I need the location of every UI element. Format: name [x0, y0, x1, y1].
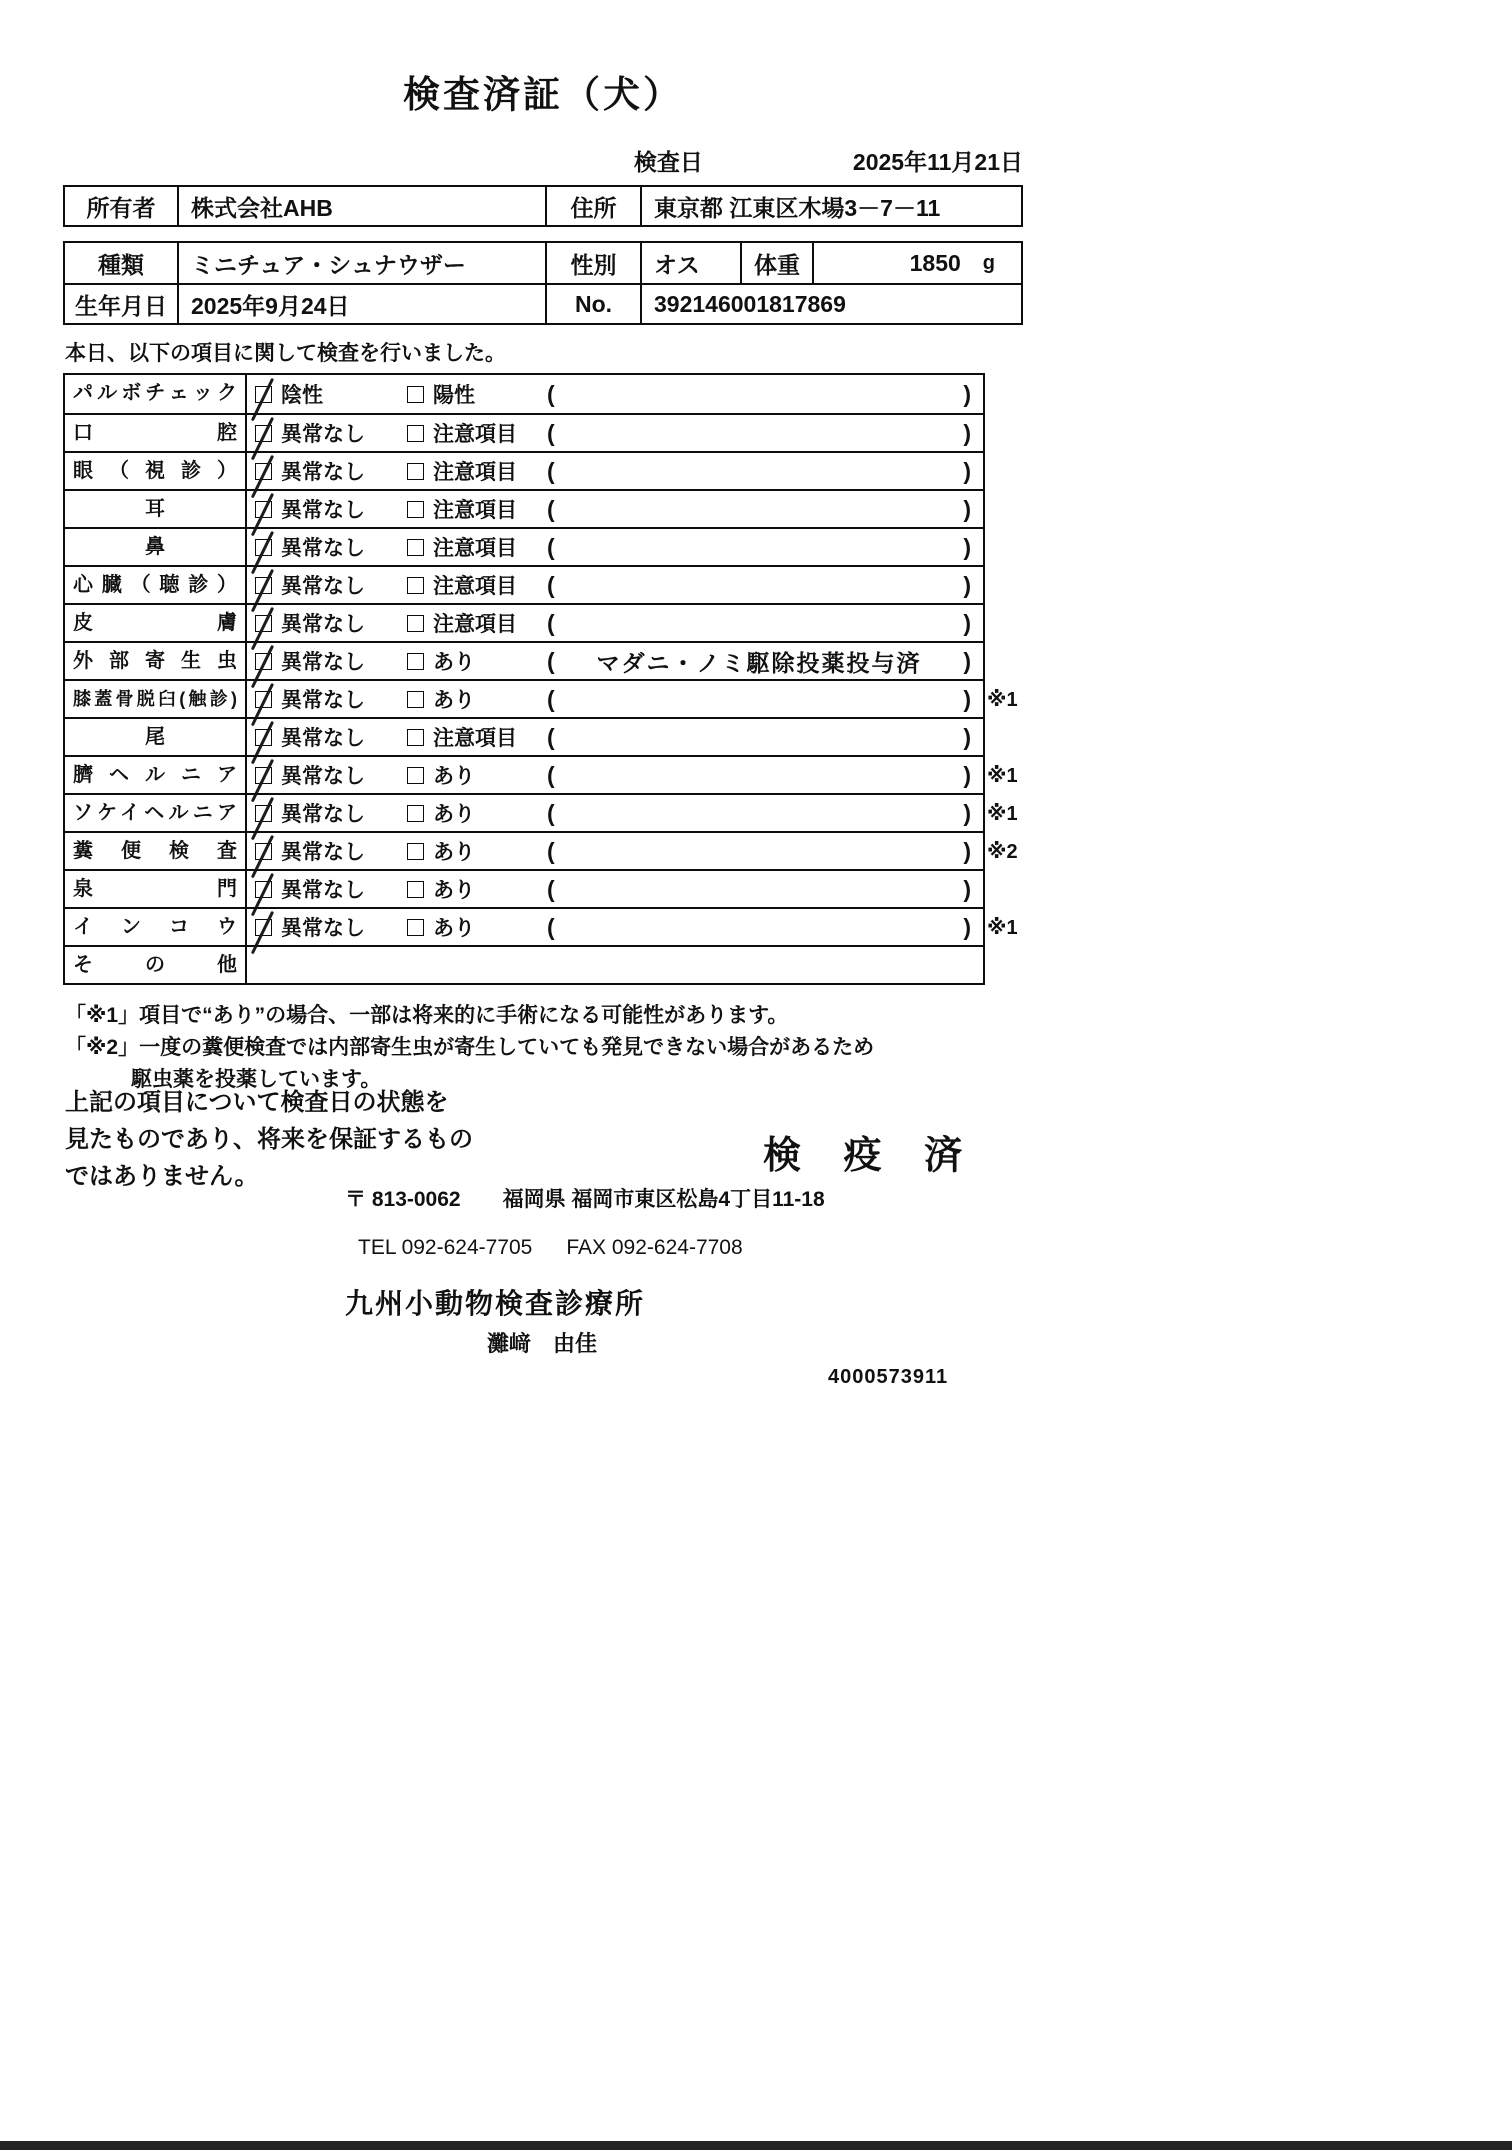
empty-checkbox-icon [407, 729, 424, 746]
paren-close: ) [963, 380, 971, 407]
checked-checkbox-icon [255, 691, 272, 708]
owner-label: 所有者 [86, 194, 156, 221]
inspection-row-patella [65, 679, 1018, 717]
paren-open: ( [547, 723, 555, 750]
paren-close: ) [963, 419, 971, 446]
option-caution [407, 418, 547, 448]
intro-sentence: 本日、以下の項目に関して検査を行いました。 [65, 342, 506, 365]
clinic-postal-code: 〒 813-0062 [345, 1188, 461, 1211]
paren-close: ) [963, 761, 971, 788]
row-footnote-ref: ※1 [987, 803, 1018, 825]
option-label: 異常なし [281, 499, 365, 522]
paren-close: ) [963, 609, 971, 636]
checked-checkbox-icon [255, 843, 272, 860]
remarks-area [547, 762, 983, 789]
option-label: 注意項目 [433, 537, 517, 560]
row-empty-cell [247, 947, 983, 983]
option-label: あり [433, 917, 475, 940]
option-no-abnormality [255, 570, 407, 600]
inspection-row-external-parasites [65, 641, 983, 679]
sex-value: オス [640, 243, 740, 283]
empty-checkbox-icon [407, 463, 424, 480]
row-options [247, 375, 983, 413]
option-no-abnormality [255, 912, 407, 942]
footnote-2-continued: 駆虫薬を投薬しています。 [131, 1068, 382, 1091]
empty-checkbox-icon [407, 767, 424, 784]
empty-checkbox-icon [407, 615, 424, 632]
option-label: 異常なし [281, 727, 365, 750]
option-label: 陽性 [433, 384, 475, 407]
row-options [247, 795, 983, 831]
remarks-area [547, 381, 983, 408]
inspection-row-fontanelle [65, 869, 983, 907]
paren-open: ( [547, 533, 555, 560]
option-caution [407, 722, 547, 752]
inspection-row-ears [65, 489, 983, 527]
paren-close: ) [963, 837, 971, 864]
checked-checkbox-icon [255, 425, 272, 442]
inspection-row-heart [65, 565, 983, 603]
remarks-area [547, 800, 983, 827]
empty-checkbox-icon [407, 919, 424, 936]
option-no-abnormality [255, 456, 407, 486]
remarks-area [547, 610, 983, 637]
birth-row [65, 283, 1021, 323]
option-label: あり [433, 803, 475, 826]
paren-open: ( [547, 380, 555, 407]
clinic-fax: FAX 092-624-7708 [566, 1236, 743, 1259]
option-label: あり [433, 689, 475, 712]
paren-open: ( [547, 495, 555, 522]
paren-open: ( [547, 837, 555, 864]
option-label: 異常なし [281, 841, 365, 864]
option-no-abnormality [255, 494, 407, 524]
empty-checkbox-icon [407, 843, 424, 860]
remarks-area [547, 838, 983, 865]
option-label: 異常なし [281, 613, 365, 636]
checked-checkbox-icon [255, 653, 272, 670]
paren-close: ) [963, 799, 971, 826]
option-no-abnormality [255, 874, 407, 904]
paren-close: ) [963, 647, 971, 674]
owner-value: 株式会社AHB [177, 187, 545, 225]
row-footnote-ref: ※2 [987, 841, 1018, 863]
document-title: 検査済証（犬） [403, 74, 683, 115]
checked-checkbox-icon [255, 386, 272, 403]
row-options [247, 491, 983, 527]
row-options [247, 453, 983, 489]
checked-checkbox-icon [255, 729, 272, 746]
address-label: 住所 [545, 187, 640, 225]
remarks-area [547, 876, 983, 903]
disclaimer-line-3: ではありません。 [65, 1163, 259, 1190]
option-label: 注意項目 [433, 613, 517, 636]
row-options [247, 909, 983, 945]
remarks-area [547, 645, 983, 678]
weight-cell [812, 243, 1021, 283]
option-label: 注意項目 [433, 461, 517, 484]
checked-checkbox-icon [255, 501, 272, 518]
paren-open: ( [547, 799, 555, 826]
row-footnote-ref: ※1 [987, 689, 1018, 711]
option-present [407, 646, 547, 676]
inspection-row-nose [65, 527, 983, 565]
option-label: あり [433, 879, 475, 902]
paren-open: ( [547, 913, 555, 940]
inspection-date-row [63, 144, 1023, 177]
remarks-area [547, 420, 983, 447]
owner-table [63, 185, 1023, 227]
row-footnote-ref: ※1 [987, 917, 1018, 939]
paren-close: ) [963, 495, 971, 522]
empty-checkbox-icon [407, 425, 424, 442]
checked-checkbox-icon [255, 805, 272, 822]
pet-info-table [63, 241, 1023, 325]
option-caution [407, 532, 547, 562]
document-page [63, 0, 1023, 2150]
option-present [407, 760, 547, 790]
item-label: 膝蓋骨脱臼(触診) [65, 681, 247, 717]
paren-close: ) [963, 685, 971, 712]
empty-checkbox-icon [407, 386, 424, 403]
inspection-row-tail [65, 717, 983, 755]
option-label: 異常なし [281, 537, 365, 560]
item-label: その他 [65, 947, 247, 983]
option-label: 注意項目 [433, 423, 517, 446]
option-positive [407, 379, 547, 409]
birthdate-value: 2025年9月24日 [177, 285, 545, 323]
option-label: 異常なし [281, 423, 365, 446]
option-label: あり [433, 651, 475, 674]
inspection-date-value: 2025年11月21日 [852, 149, 1023, 175]
paren-open: ( [547, 685, 555, 712]
empty-checkbox-icon [407, 653, 424, 670]
paren-open: ( [547, 419, 555, 446]
inspection-row-other [65, 945, 983, 983]
option-present [407, 912, 547, 942]
paren-open: ( [547, 457, 555, 484]
row-options [247, 833, 983, 869]
disclaimer-line-2: 見たものであり、将来を保証するもの [65, 1126, 473, 1153]
checked-checkbox-icon [255, 577, 272, 594]
row-options [247, 567, 983, 603]
option-label: 異常なし [281, 879, 365, 902]
item-label: 鼻 [65, 529, 247, 565]
item-label: 外部寄生虫 [65, 643, 247, 679]
row-options [247, 681, 983, 717]
remarks-area [547, 914, 983, 941]
empty-checkbox-icon [407, 881, 424, 898]
checked-checkbox-icon [255, 615, 272, 632]
option-label: 異常なし [281, 575, 365, 598]
document-code: 4000573911 [828, 1366, 949, 1388]
item-label: 糞便検査 [65, 833, 247, 869]
row-options [247, 643, 983, 679]
breed-value: ミニチュア・シュナウザー [177, 243, 545, 283]
weight-value: 1850 [909, 249, 961, 276]
empty-checkbox-icon [407, 539, 424, 556]
row-options [247, 605, 983, 641]
number-label: No. [545, 285, 640, 323]
inspection-row-umbilical-hernia [65, 755, 1018, 793]
option-present [407, 874, 547, 904]
option-caution [407, 494, 547, 524]
empty-checkbox-icon [407, 501, 424, 518]
paren-open: ( [547, 761, 555, 788]
row-footnote-ref: ※1 [987, 765, 1018, 787]
checked-checkbox-icon [255, 919, 272, 936]
scan-edge-artifact [0, 2141, 1512, 2150]
item-label: 皮膚 [65, 605, 247, 641]
quarantine-passed-stamp: 検 疫 済 [763, 1135, 979, 1177]
sex-label: 性別 [545, 243, 640, 283]
veterinarian-name: 灘﨑 由佳 [487, 1331, 598, 1356]
item-label: 尾 [65, 719, 247, 755]
paren-open: ( [547, 875, 555, 902]
clinic-address: 福岡県 福岡市東区松島4丁目11-18 [502, 1188, 825, 1211]
footnotes-block [65, 1000, 874, 1096]
number-value: 392146001817869 [640, 285, 1021, 323]
remarks-area [547, 534, 983, 561]
option-caution [407, 456, 547, 486]
checked-checkbox-icon [255, 767, 272, 784]
inspection-row-inguinal-hernia [65, 793, 1018, 831]
row-options [247, 871, 983, 907]
option-label: 注意項目 [433, 499, 517, 522]
address-value: 東京都 江東区木場3－7－11 [640, 187, 1021, 225]
checked-checkbox-icon [255, 881, 272, 898]
checked-checkbox-icon [255, 463, 272, 480]
option-caution [407, 608, 547, 638]
row-options [247, 757, 983, 793]
option-no-abnormality [255, 532, 407, 562]
remarks-area [547, 572, 983, 599]
paren-close: ) [963, 913, 971, 940]
paren-close: ) [963, 723, 971, 750]
breed-row [65, 243, 1021, 283]
option-no-abnormality [255, 418, 407, 448]
item-label: ソケイヘルニア [65, 795, 247, 831]
paren-open: ( [547, 647, 555, 674]
inspection-row-parvo [65, 375, 983, 413]
option-no-abnormality [255, 836, 407, 866]
item-label: 心臓（聴診） [65, 567, 247, 603]
item-label: 眼（視診） [65, 453, 247, 489]
paren-open: ( [547, 571, 555, 598]
paren-close: ) [963, 533, 971, 560]
checked-checkbox-icon [255, 539, 272, 556]
option-label: あり [433, 765, 475, 788]
option-label: 異常なし [281, 765, 365, 788]
remarks-area [547, 458, 983, 485]
inspection-table [63, 373, 1018, 985]
option-present [407, 836, 547, 866]
item-label: 臍ヘルニア [65, 757, 247, 793]
breed-label: 種類 [98, 251, 144, 278]
option-no-abnormality [255, 684, 407, 714]
row-options [247, 415, 983, 451]
remarks-area [547, 496, 983, 523]
paren-open: ( [547, 609, 555, 636]
option-no-abnormality [255, 760, 407, 790]
inspection-row-mouth [65, 413, 983, 451]
option-no-abnormality [255, 646, 407, 676]
inspection-row-skin [65, 603, 983, 641]
paren-close: ) [963, 457, 971, 484]
inspection-row-fecal-exam [65, 831, 1018, 869]
option-present [407, 798, 547, 828]
option-negative [255, 379, 407, 409]
inspection-row-cryptorchidism [65, 907, 1018, 945]
remarks-area [547, 724, 983, 751]
option-label: あり [433, 841, 475, 864]
clinic-name: 九州小動物検査診療所 [345, 1288, 646, 1319]
remarks-area [547, 686, 983, 713]
option-label: 異常なし [281, 689, 365, 712]
remark-text: マダニ・ノミ駆除投薬投与済 [596, 649, 922, 676]
option-label: 陰性 [281, 384, 323, 407]
option-label: 異常なし [281, 917, 365, 940]
clinic-contact-line [358, 1236, 743, 1260]
item-label: インコウ [65, 909, 247, 945]
empty-checkbox-icon [407, 577, 424, 594]
option-label: 注意項目 [433, 727, 517, 750]
paren-close: ) [963, 571, 971, 598]
option-label: 異常なし [281, 803, 365, 826]
footnote-2: 「※2」一度の糞便検査では内部寄生虫が寄生していても発見できない場合があるため [65, 1036, 875, 1059]
inspection-row-eyes [65, 451, 983, 489]
row-options [247, 529, 983, 565]
paren-close: ) [963, 875, 971, 902]
item-label: 泉門 [65, 871, 247, 907]
disclaimer-block [65, 1084, 473, 1195]
empty-checkbox-icon [407, 691, 424, 708]
option-label: 異常なし [281, 461, 365, 484]
option-no-abnormality [255, 608, 407, 638]
weight-label: 体重 [740, 243, 812, 283]
empty-checkbox-icon [407, 805, 424, 822]
option-label: 異常なし [281, 651, 365, 674]
weight-unit: g [982, 251, 995, 274]
option-caution [407, 570, 547, 600]
option-label: 注意項目 [433, 575, 517, 598]
option-present [407, 684, 547, 714]
option-no-abnormality [255, 722, 407, 752]
footnote-1: 「※1」項目で“あり”の場合、一部は将来的に手術になる可能性があります。 [65, 1004, 789, 1027]
birthdate-label: 生年月日 [75, 292, 167, 319]
row-options [247, 719, 983, 755]
item-label: 口腔 [65, 415, 247, 451]
option-no-abnormality [255, 798, 407, 828]
disclaimer-line-1: 上記の項目について検査日の状態を [65, 1089, 449, 1116]
item-label: パルボチェック [65, 375, 247, 413]
item-label: 耳 [65, 491, 247, 527]
inspection-date-label: 検査日 [633, 149, 703, 175]
clinic-address-line [345, 1183, 825, 1213]
clinic-tel: TEL 092-624-7705 [358, 1236, 533, 1259]
